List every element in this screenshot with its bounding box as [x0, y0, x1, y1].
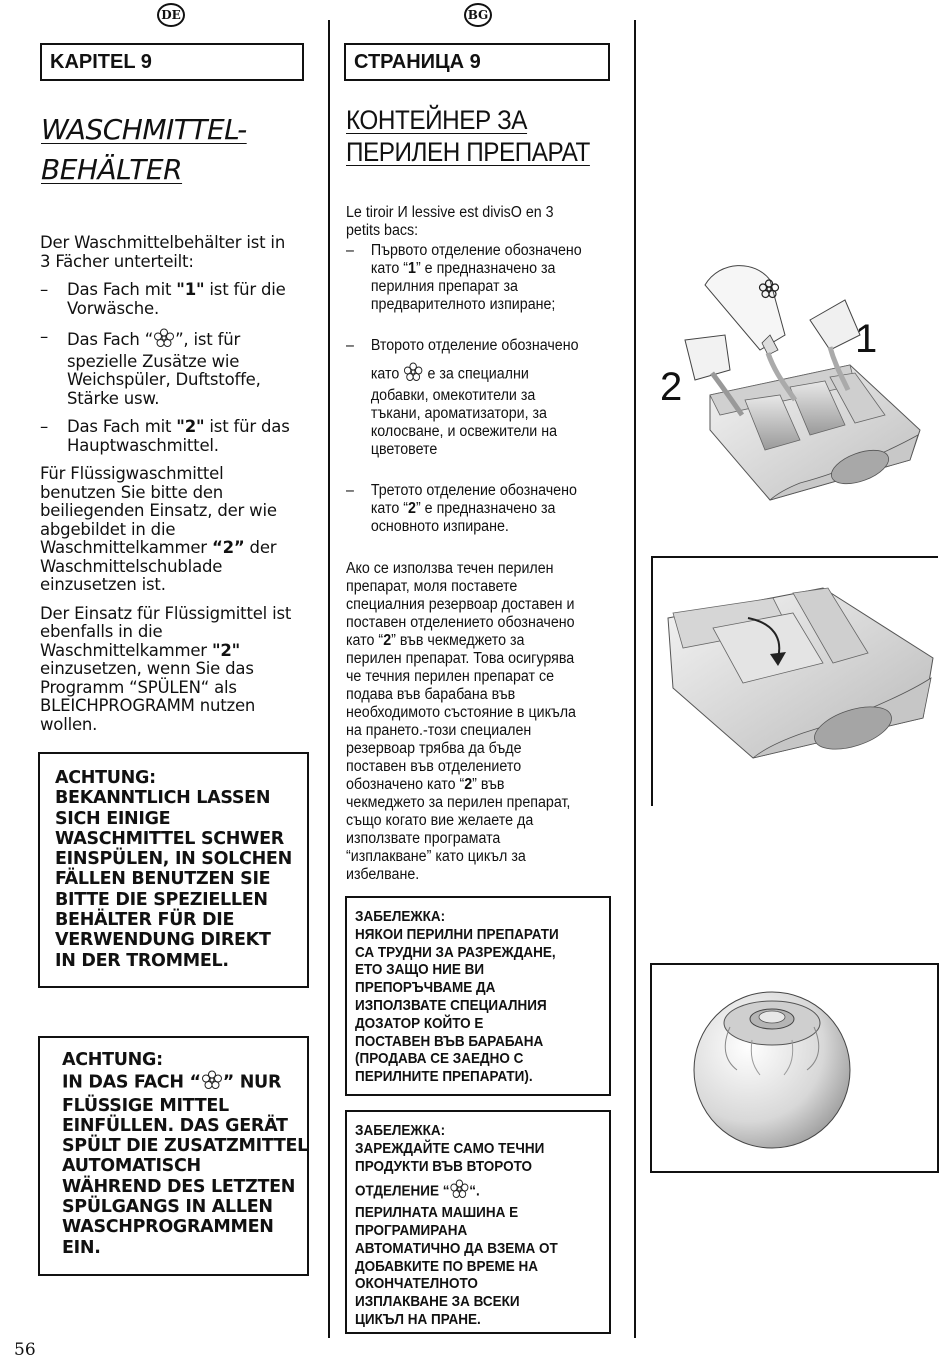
list-item: – Първото отделение обозначено като “1” е предназначено за перилния препарат за предварителното изпиране;	[346, 242, 582, 313]
flower-icon	[201, 1070, 223, 1095]
liquid-detergent-paragraph-bg: Ако се използва течен перилен препарат, моля поставете специалния резервоар доставен и поставен отделението обозначено като “2” във чекмеджето за перилен препарат. Това осигурява че течния перилен препарат се подава във барабана във необходимото състояние в цикъла на прането.-този специален резервоар трябва да бъде поставен във отделението обозначено като “2” във чекмеджето за перилен препарат, също когато вие желаете да използвате програмата “изплакване” като цикъл за избелване.	[346, 560, 576, 883]
section-title-bg-line1: КОНТЕЙНЕР ЗА	[346, 105, 528, 135]
warning-box-de-2	[38, 1036, 309, 1276]
language-badge-de: DE	[157, 3, 185, 27]
intro-paragraph-de: Der Waschmittelbehälter ist in 3 Fächer unterteilt:	[40, 233, 286, 271]
chapter-heading-de: KAPITEL 9	[40, 43, 304, 81]
figure-drawer-filling	[650, 255, 940, 525]
column-divider-left	[328, 20, 330, 1338]
flower-icon	[153, 328, 175, 353]
section-title-bg	[346, 104, 590, 168]
body-text-bg	[346, 204, 622, 884]
figure-dosing-ball	[650, 963, 939, 1173]
flower-icon	[403, 362, 423, 387]
chapter-heading-bg: СТРАНИЦА 9	[344, 43, 610, 81]
note-box-bg-1	[345, 896, 611, 1096]
section-title-de-line1: WASCHMITTEL-	[41, 113, 247, 146]
note-text-bg-2: ЗАБЕЛЕЖКА: ЗАРЕЖДАЙТЕ САМО ТЕЧНИ ПРОДУКТИ ВЪВ ВТОРОТО ОТДЕЛЕНИЕ “ “. ПЕРИЛНАТА МАШИНА Е ПРОГРАМИРАНА АВТОМАТИЧНО ДА ВЗЕМА ОТ ДОБАВКИТЕ ПО ВРЕМЕ НА ОКОНЧАТЕЛНОТО ИЗПЛАКВАНЕ ЗА ВСЕКИ ЦИКЪЛ НА ПРАНЕ.	[355, 1122, 558, 1328]
warning-text-de-1: ACHTUNG: BEKANNTLICH LASSEN SICH EINIGE WASCHMITTEL SCHWER EINSPÜLEN, IN SOLCHEN FÄLLEN BENUTZEN SIE BITTE DIE SPEZIELLEN BEHÄLTER FÜR DIE VERWENDUNG DIREKT IN DER TROMMEL.	[55, 768, 292, 971]
section-title-de	[41, 110, 247, 190]
section-title-bg-line2: ПЕРИЛЕН ПРЕПАРАТ	[346, 137, 590, 167]
note-text-bg-1: ЗАБЕЛЕЖКА: НЯКОИ ПЕРИЛНИ ПРЕПАРАТИ СА ТРУДНИ ЗА РАЗРЕЖДАНЕ, ЕТО ЗАЩО НИЕ ВИ ПРЕПОРЪЧВАМЕ ДА ИЗПОЛЗВАТЕ СПЕЦИАЛНИЯ ДОЗАТОР КОЙТО Е ПОСТАВЕН ВЪВ БАРАБАНА (ПРОДАВА СЕ ЗАЕДНО С ПЕРИЛНИТЕ ПРЕПАРАТИ).	[355, 908, 559, 1086]
list-item: – Das Fach “ ”, ist für spezielle Zusätze wie Weichspüler, Duftstoffe, Stärke usw.	[40, 327, 261, 408]
page-number: 56	[14, 1340, 36, 1360]
warning-box-de-1	[38, 752, 309, 988]
figure-label-2: 2	[660, 365, 683, 409]
column-divider-right	[634, 20, 636, 1338]
list-item: – Третото отделение обозначено като “2” е предназначено за основното изпиране.	[346, 482, 577, 535]
compartment-list-de	[40, 281, 325, 455]
body-text-de	[40, 234, 325, 744]
language-badge-bg: BG	[464, 3, 492, 27]
note-box-bg-2	[345, 1110, 611, 1334]
figure-liquid-insert	[651, 556, 938, 806]
list-item: – Второто отделение обозначено като е за специални добавки, омекотители за тъкани, ароматизатори, за колосване, и освежители на цветовете	[346, 337, 579, 458]
intro-paragraph-bg: Le tiroir И lessive est divisO en 3 petits bacs:	[346, 204, 554, 239]
insert-paragraph-de: Der Einsatz für Flüssigmittel ist ebenfalls in die Waschmittelkammer "2" einzusetzen, wenn Sie das Programm “SPÜLEN“ als BLEICHPROGRAMM nutzen wollen.	[40, 603, 292, 734]
figure-label-1: 1	[855, 317, 878, 361]
section-title-de-line2: BEHÄLTER	[41, 153, 183, 186]
list-item: – Das Fach mit "2" ist für das Hauptwaschmittel.	[40, 417, 290, 455]
liquid-detergent-paragraph-de: Für Flüssigwaschmittel benutzen Sie bitte den beiliegenden Einsatz, der wie abgebildet in die Waschmittelkammer “2” der Waschmittelschublade einzusetzen ist.	[40, 464, 277, 594]
list-item: – Das Fach mit "1" ist für die Vorwäsche.	[40, 280, 286, 318]
warning-text-de-2: ACHTUNG: IN DAS FACH “ ” NUR FLÜSSIGE MITTEL EINFÜLLEN. DAS GERÄT SPÜLT DIE ZUSATZMITTEL AUTOMATISCH WÄHREND DES LETZTEN SPÜLGANGS IN ALLEN WASCHPROGRAMMEN EIN.	[62, 1050, 309, 1258]
flower-icon	[449, 1179, 469, 1204]
compartment-list-bg	[346, 242, 622, 536]
